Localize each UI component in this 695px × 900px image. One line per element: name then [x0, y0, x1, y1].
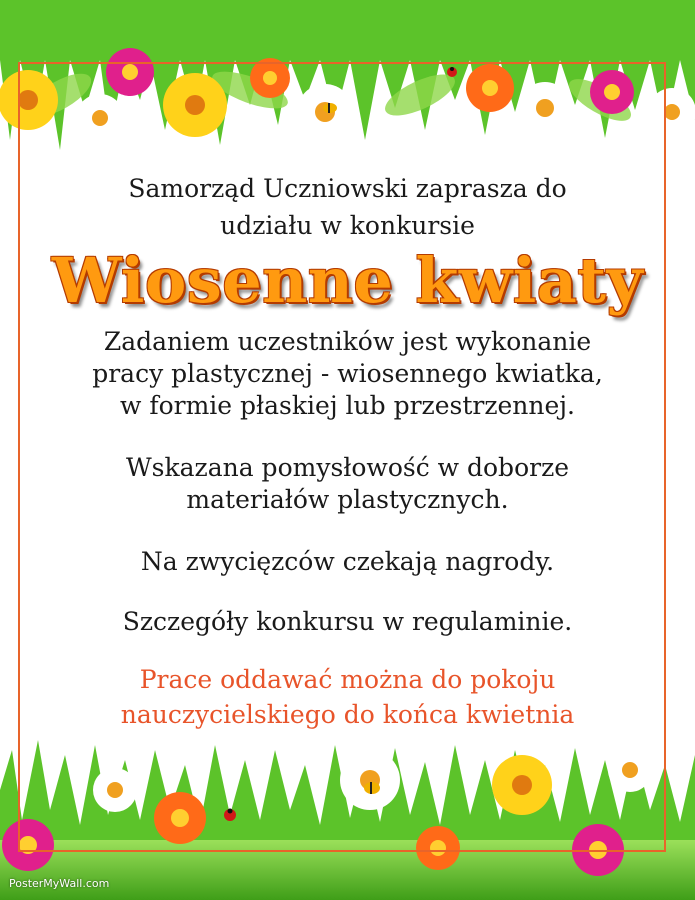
rules-line: Szczegóły konkursu w regulaminie. [122, 607, 573, 636]
poster-content [30, 170, 665, 732]
prizes-line: Na zwycięzców czekają nagrody. [140, 547, 555, 576]
deadline-line-2: nauczycielskiego do końca kwietnia [120, 700, 575, 729]
watermark: PosterMyWall.com [9, 877, 110, 890]
deadline-line-1: Prace oddawać można do pokoju [139, 665, 556, 694]
creativity-line-1: Wskazana pomysłowość w doborze [125, 453, 570, 482]
poster-title: Wiosenne kwiaty [51, 244, 644, 317]
intro-line-2: udziału w konkursie [220, 211, 475, 240]
deadline-paragraph [30, 662, 665, 732]
intro-line-1: Samorząd Uczniowski zaprasza do [128, 174, 567, 203]
task-line-1: Zadaniem uczestników jest wykonanie [103, 327, 592, 356]
creativity-paragraph [30, 452, 665, 516]
creativity-line-2: materiałów plastycznych. [186, 485, 509, 514]
task-line-3: w formie płaskiej lub przestrzennej. [120, 391, 575, 420]
task-paragraph [30, 326, 665, 422]
task-line-2: pracy plastycznej - wiosennego kwiatka, [92, 359, 603, 388]
